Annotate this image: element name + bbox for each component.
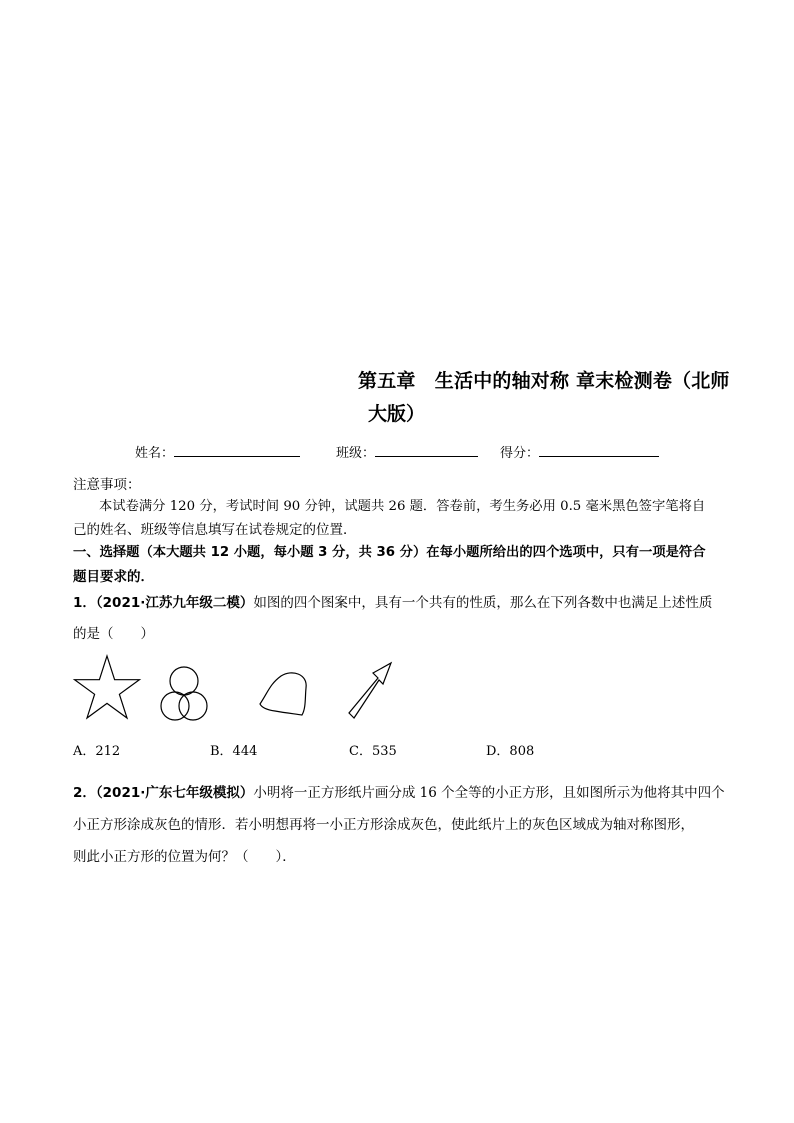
arrow-icon [349, 663, 391, 718]
question-2-number: 2． [73, 785, 96, 801]
option-b[interactable]: B．444 [210, 744, 258, 759]
notice-heading: 注意事项： [73, 477, 141, 493]
three-circles-icon [161, 667, 207, 720]
section-heading-line-1: 一、选择题（本大题共 12 小题，每小题 3 分，共 36 分）在每小题所给出的四个选项中，只有一项是符合 [73, 545, 706, 560]
option-a[interactable]: A．212 [73, 744, 121, 759]
question-2-text: 小明将一正方形纸片画分成 16 个全等的小正方形，且如图所示为他将其中四个 [253, 785, 725, 801]
question-2-source: （2021·广东七年级模拟） [95, 785, 254, 801]
option-c[interactable]: C．535 [349, 744, 397, 759]
name-label: 姓名： [135, 446, 175, 461]
class-blank[interactable] [375, 442, 478, 457]
question-1-line-2: 的是（ ） [73, 626, 154, 642]
question-1-figures [70, 652, 410, 732]
question-1-line-1 [73, 591, 712, 611]
class-field [336, 442, 478, 461]
section-heading-line-2: 题目要求的． [73, 569, 154, 585]
question-1-source: （2021·江苏九年级二模） [95, 595, 254, 611]
student-info-row [135, 442, 659, 461]
question-1-text: 如图的四个图案中，具有一个共有的性质，那么在下列各数中也满足上述性质 [253, 595, 713, 611]
heart-icon [260, 673, 306, 715]
name-blank[interactable] [174, 442, 300, 457]
question-2-line-3: 则此小正方形的位置为何？（ ）． [73, 849, 296, 865]
score-field [500, 442, 659, 461]
title-line-2: 大版） [368, 403, 426, 425]
option-d[interactable]: D．808 [486, 744, 535, 759]
class-label: 班级： [336, 446, 376, 461]
question-2-line-2: 小正方形涂成灰色的情形．若小明想再将一小正方形涂成灰色，使此纸片上的灰色区域成为轴对称图形， [73, 817, 694, 833]
question-1-number: 1． [73, 595, 96, 611]
question-2-line-1 [73, 781, 725, 801]
notice-line-2: 己的姓名、班级等信息填写在试卷规定的位置． [73, 522, 357, 538]
score-label: 得分： [500, 446, 540, 461]
star-icon [75, 656, 140, 718]
score-blank[interactable] [539, 442, 659, 457]
name-field [135, 442, 300, 461]
title-line-1: 第五章 生活中的轴对称 章末检测卷（北师 [358, 370, 730, 392]
notice-line-1: 本试卷满分 120 分，考试时间 90 分钟，试题共 26 题．答卷前，考生务必用 0.5 毫米黑色签字笔将自 [99, 499, 706, 514]
